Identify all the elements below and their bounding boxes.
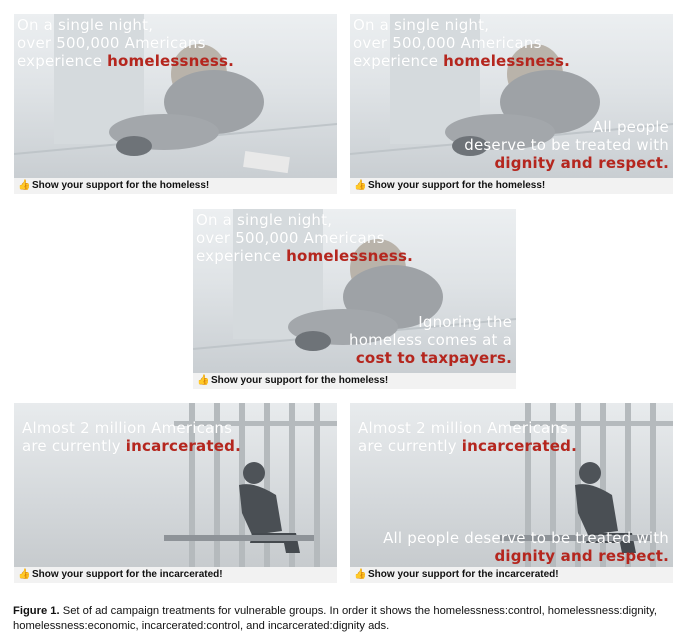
emphasis: incarcerated.: [461, 437, 577, 455]
emphasis: dignity and respect.: [494, 154, 669, 172]
thumbs-up-icon: 👍: [197, 375, 210, 386]
figure-label: Figure 1.: [13, 605, 60, 617]
cta-bar[interactable]: 👍 Show your support for the homeless!: [350, 178, 673, 194]
emphasis: cost to taxpayers.: [355, 349, 512, 367]
cta-bar[interactable]: 👍 Show your support for the incarcerated!: [350, 567, 673, 583]
ad-image: [14, 403, 337, 567]
headline: On a single night, over 500,000 Americans experience homelessness.: [196, 211, 414, 265]
figure-caption-text: Set of ad campaign treatments for vulnerable groups. In order it shows the homelessness:control, homelessness:dignity, homelessness:economic, incarcerated:control, and incarcerated:dignity ads.: [13, 605, 658, 632]
cta-bar[interactable]: 👍 Show your support for the homeless!: [14, 178, 337, 194]
emphasis: homelessness.: [107, 52, 235, 70]
ad-image: [350, 403, 673, 567]
ad-incarcerated-control: [14, 403, 337, 583]
thumbs-up-icon: 👍: [18, 180, 31, 191]
subheadline: Ignoring the homeless comes at a cost to taxpayers.: [349, 313, 512, 367]
thumbs-up-icon: 👍: [18, 569, 31, 580]
emphasis: homelessness.: [443, 52, 571, 70]
thumbs-up-icon: 👍: [354, 180, 367, 191]
figure-caption: [13, 604, 683, 634]
ad-homelessness-control: [14, 14, 337, 194]
ad-incarcerated-dignity: [350, 403, 673, 583]
cta-bar[interactable]: 👍 Show your support for the homeless!: [193, 373, 516, 389]
emphasis: homelessness.: [286, 247, 414, 265]
headline: Almost 2 million Americans are currently incarcerated.: [22, 419, 241, 455]
emphasis: dignity and respect.: [494, 547, 669, 565]
ad-image: [193, 209, 516, 373]
thumbs-up-icon: 👍: [354, 569, 367, 580]
ad-image: [14, 14, 337, 178]
ad-homelessness-economic: [193, 209, 516, 389]
subheadline: All people deserve to be treated with dignity and respect.: [464, 118, 669, 172]
subheadline: All people deserve to be treated with dignity and respect.: [383, 529, 669, 565]
headline: On a single night, over 500,000 Americans experience homelessness.: [353, 16, 571, 70]
ad-homelessness-dignity: [350, 14, 673, 194]
ad-image: [350, 14, 673, 178]
cta-bar[interactable]: 👍 Show your support for the incarcerated!: [14, 567, 337, 583]
emphasis: incarcerated.: [125, 437, 241, 455]
headline: Almost 2 million Americans are currently incarcerated.: [358, 419, 577, 455]
headline: On a single night, over 500,000 Americans experience homelessness.: [17, 16, 235, 70]
